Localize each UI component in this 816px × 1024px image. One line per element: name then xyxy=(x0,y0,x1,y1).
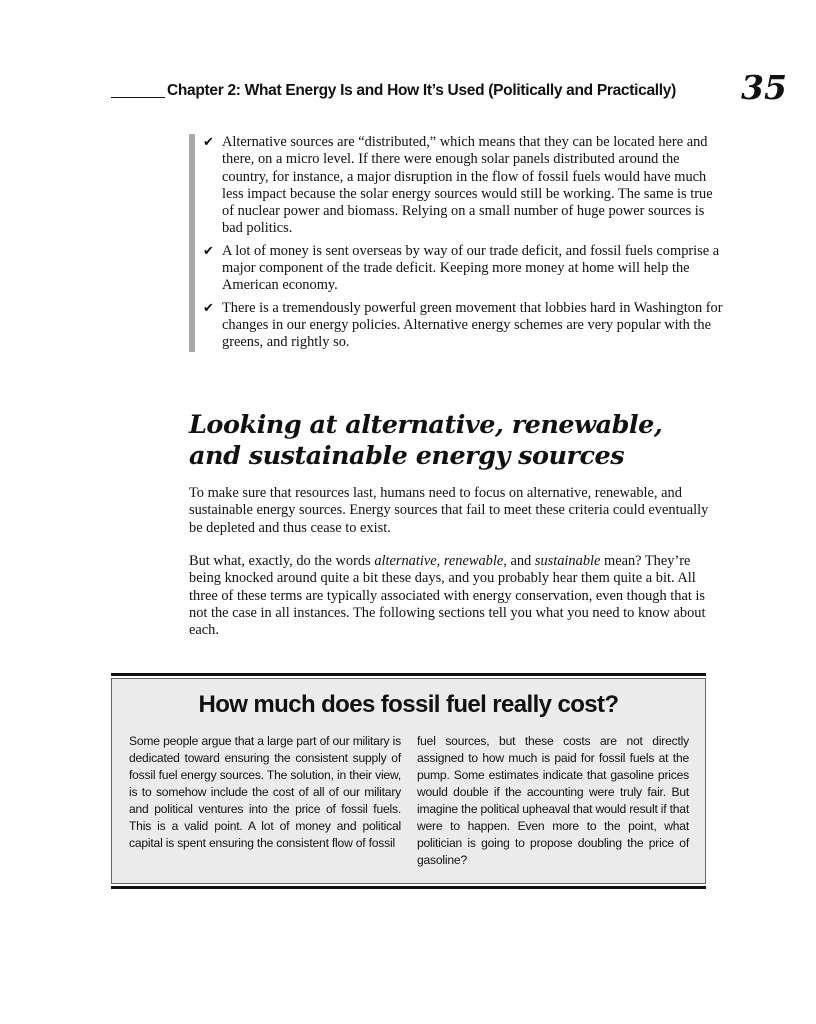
list-item xyxy=(203,243,723,295)
sidebar-top-rule xyxy=(111,673,706,676)
sidebar-title: How much does fossil fuel really cost? xyxy=(198,691,619,718)
header-rule xyxy=(111,97,165,98)
checkmark-icon: ✔ xyxy=(203,135,214,150)
list-item-text: There is a tremendously powerful green movement that lobbies hard in Washington for changes in our energy policies. Alternative energy schemes are very popular with the greens, and rightly so. xyxy=(222,299,723,351)
body-paragraph-2 xyxy=(189,553,711,639)
page-header xyxy=(111,68,811,116)
list-item-text: A lot of money is sent overseas by way of our trade deficit, and fossil fuels comprise a major component of the trade deficit. Keeping more money at home will help the American economy. xyxy=(222,242,720,294)
section-heading-line-1: Looking at alternative, renewable, xyxy=(189,410,663,440)
checkmark-icon: ✔ xyxy=(203,300,214,316)
emphasis-term: sustainable xyxy=(534,553,601,569)
section-heading-line-2: and sustainable energy sources xyxy=(189,441,625,471)
sidebar-bottom-rule xyxy=(111,886,706,889)
sidebar-column-1: Some people argue that a large part of our military is dedicated toward ensuring the consistent supply of fossil fuel energy sources. The solution, in their view, is to somehow include the cost of all of our military and political ventures into the price of fossil fuels. This is a valid point. A lot of money and political capital is spent ensuring the consistent flow of fossil xyxy=(129,734,401,850)
section-heading xyxy=(189,410,749,472)
sidebar-column-2: fuel sources, but these costs are not directly assigned to how much is paid for fossil fuels at the pump. Some estimates indicate that gasoline prices would double if the accounting were truly fair. But imagine the political upheaval that would result if that were to happen. Even more to the point, what politician is going to propose doubling the price of gasoline? xyxy=(417,734,689,867)
sidebar-box xyxy=(111,673,706,889)
list-item xyxy=(203,134,723,238)
page-number: 35 xyxy=(741,68,787,107)
paragraph-text: mean? They’re being knocked around quite a bit these days, and you probably hear them quite a bit. All three of these terms are typically associated with energy conservation, even though that is not the case in all instances. The following sections tell you what you need to know about each. xyxy=(189,553,706,639)
chapter-title: Chapter 2: What Energy Is and How It’s Used (Politically and Practically) xyxy=(167,82,676,99)
paragraph-text: and xyxy=(506,553,535,569)
body-paragraph-1: To make sure that resources last, humans need to focus on alternative, renewable, and sustainable energy sources. Energy sources that fail to meet these criteria could eventually be depleted and thus cease to exist. xyxy=(189,485,709,536)
checkmark-icon: ✔ xyxy=(203,243,214,259)
emphasis-terms: alternative, renewable, xyxy=(374,553,507,569)
bullet-list xyxy=(189,134,723,352)
list-item-text: Alternative sources are “distributed,” which means that they can be located here and there, on a micro level. If there were enough solar panels distributed around the country, for instance, a major disruption in the flow of fossil fuels would have much less impact because the solar energy sources would still be working. The same is true of nuclear power and biomass. Relying on a small number of huge power sources is bad politics. xyxy=(222,134,713,237)
list-item xyxy=(203,300,723,352)
paragraph-text: But what, exactly, do the words xyxy=(189,553,375,569)
